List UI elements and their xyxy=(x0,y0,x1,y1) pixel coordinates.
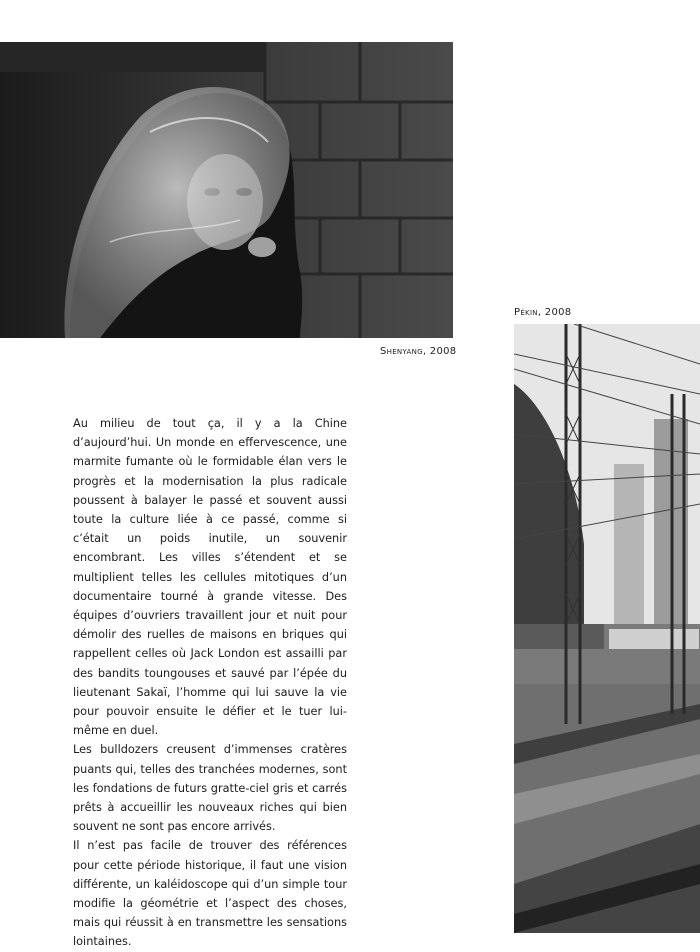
caption-pekin: Pékin, 2008 xyxy=(514,307,572,318)
photo-pekin xyxy=(514,324,700,933)
caption-shenyang: Shenyang, 2008 xyxy=(380,346,457,357)
photo-pekin-image xyxy=(514,324,700,933)
article-paragraph-2: Les bulldozers creusent d’immenses cratères puants qui, telles des tranchées modernes, sont les fondations de futurs gratte-ciel gris et carrés prêts à accueillir les nouveaux riches qui bien souvent ne sont pas encore arrivés. xyxy=(73,743,347,834)
photo-shenyang xyxy=(0,42,453,338)
photo-shenyang-image xyxy=(0,42,453,338)
article-body xyxy=(73,414,347,952)
article-paragraph-3: Il n’est pas facile de trouver des références pour cette période historique, il faut une vision différente, un kaléidoscope qui d’un simple tour modifie la géométrie et l’aspect des choses, mais qui réussit à en transmettre les sensations lointaines. xyxy=(73,839,347,949)
article-paragraph-1: Au milieu de tout ça, il y a la Chine d’aujourd’hui. Un monde en effervescence, une marmite fumante où le formidable élan vers le progrès et la modernisation la plus radicale poussent à balayer le passé et souvent aussi toute la culture liée à ce passé, comme si c’était un poids inutile, un souvenir encombrant. Les villes s’étendent et se multiplient telles les cellules mitotiques d’un documentaire tourné à grande vitesse. Des équipes d’ouvriers travaillent jour et nuit pour démolir des ruelles de maisons en briques qui rappellent celles où Jack London est assailli par des bandits toungouses et sauvé par l’épée du lieutenant Sakaï, l’homme qui lui sauve la vie pour pouvoir ensuite le défier et le tuer lui-même en duel. xyxy=(73,417,347,738)
